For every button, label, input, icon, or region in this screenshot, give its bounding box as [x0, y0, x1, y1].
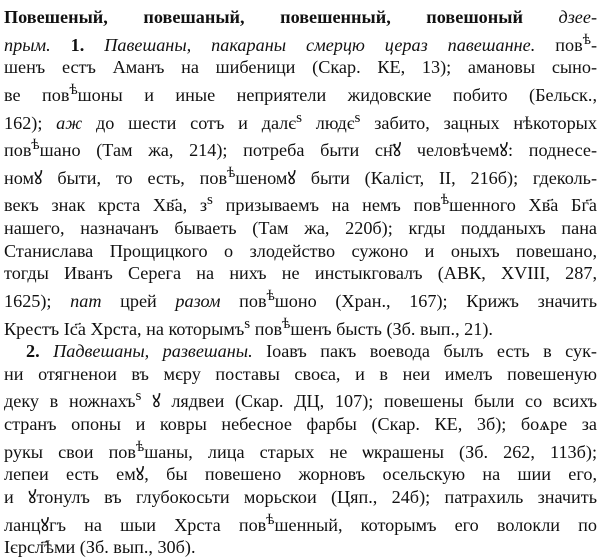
- text-line: 162); аж до шести сотъ и далє$^s$ людє$^s$ забито, зацных нѣкоторых: [4, 108, 597, 133]
- text-line: лепеи есть емꙋ, бы повешено жорновъ осельскую на шии его,: [4, 464, 597, 485]
- text-line: странъ опоны и ковры небесное фарбы (Скар. КЕ, 3б); боѧре за: [4, 414, 597, 435]
- text-line: пов$^ѣ$шано (Там жа, 214); потреба быти сн҃ꙋ человѣчемꙋ: поднесе-: [4, 136, 597, 161]
- text-line: векъ знак крста Хв҃а, $з^s$ призываемъ на немъ пов$^ѣ$шенного Хв҃а Бг҃а: [4, 191, 597, 216]
- text-line: номꙋ быти, то есть, пов$^ѣ$шеномꙋ быти (Каліст, II, 216б); гдеколь-: [4, 163, 597, 188]
- text-line: тогды Иванъ Серега на нихъ не инстыкговалъ (АВК, XVIII, 287,: [4, 263, 597, 284]
- paragraph-sense-2: [4, 340, 597, 559]
- text-line: Крестъ Іс҃а Хрста, на которымъ$^s$ пов$^ѣ$шенъ бысть (Зб. вып., 21).: [4, 314, 493, 339]
- text-line: Ієрсл҃ѣми (Зб. вып., 30б).: [4, 537, 196, 558]
- text-line: Повешеный, повешаный, повешенный, повешоный дзее-: [4, 7, 597, 27]
- text-line: рукы свои пов$^ѣ$шаны, лица старых не ѡкрашены (Зб. 262, 113б);: [4, 437, 597, 462]
- text-line: нашего, назначанъ бываеть (Там жа, 220б); кгды подданыхъ пана: [4, 218, 597, 239]
- text-line: 1625); пат црей разом пов$^ѣ$шоно (Хран., 167); Крижъ значить: [4, 286, 597, 311]
- text-line: прым. 1. Павешаны, пакараны смерцю цераз павешанне. пов$^ѣ$-: [4, 30, 597, 55]
- text-line: Станислава Прощицкого о злодейство сужоно и оныхъ повешано,: [4, 240, 597, 261]
- paragraph-sense-1: [4, 6, 597, 340]
- text-line: шенъ естъ Аманъ на шибеници (Скар. КЕ, 13); амановы сыно-: [4, 57, 597, 78]
- text-line: ве пов$^ѣ$шоны и иные неприятели жидовские побито (Бельск.,: [4, 80, 597, 105]
- text-line: ланцꙋгъ на шыи Хрста пов$^ѣ$шенный, которымъ его волокли по: [4, 510, 597, 535]
- text-line: деку в ножнахъ$^s$ ꙋ лядвеи (Скар. ДЦ, 107); повешены были со всихъ: [4, 387, 597, 412]
- text-line: ни отягненои въ мєру поставы своєа, и в неи имелъ повешеную: [4, 363, 597, 384]
- text-line: 2. Падвешаны, развешаны. Іоавъ пакъ воевода былъ есть в сук-: [26, 341, 597, 362]
- text-line: и ꙋтонулъ въ глубокосьти морьскои (Цяп., 24б); патрахиль значить: [4, 486, 597, 507]
